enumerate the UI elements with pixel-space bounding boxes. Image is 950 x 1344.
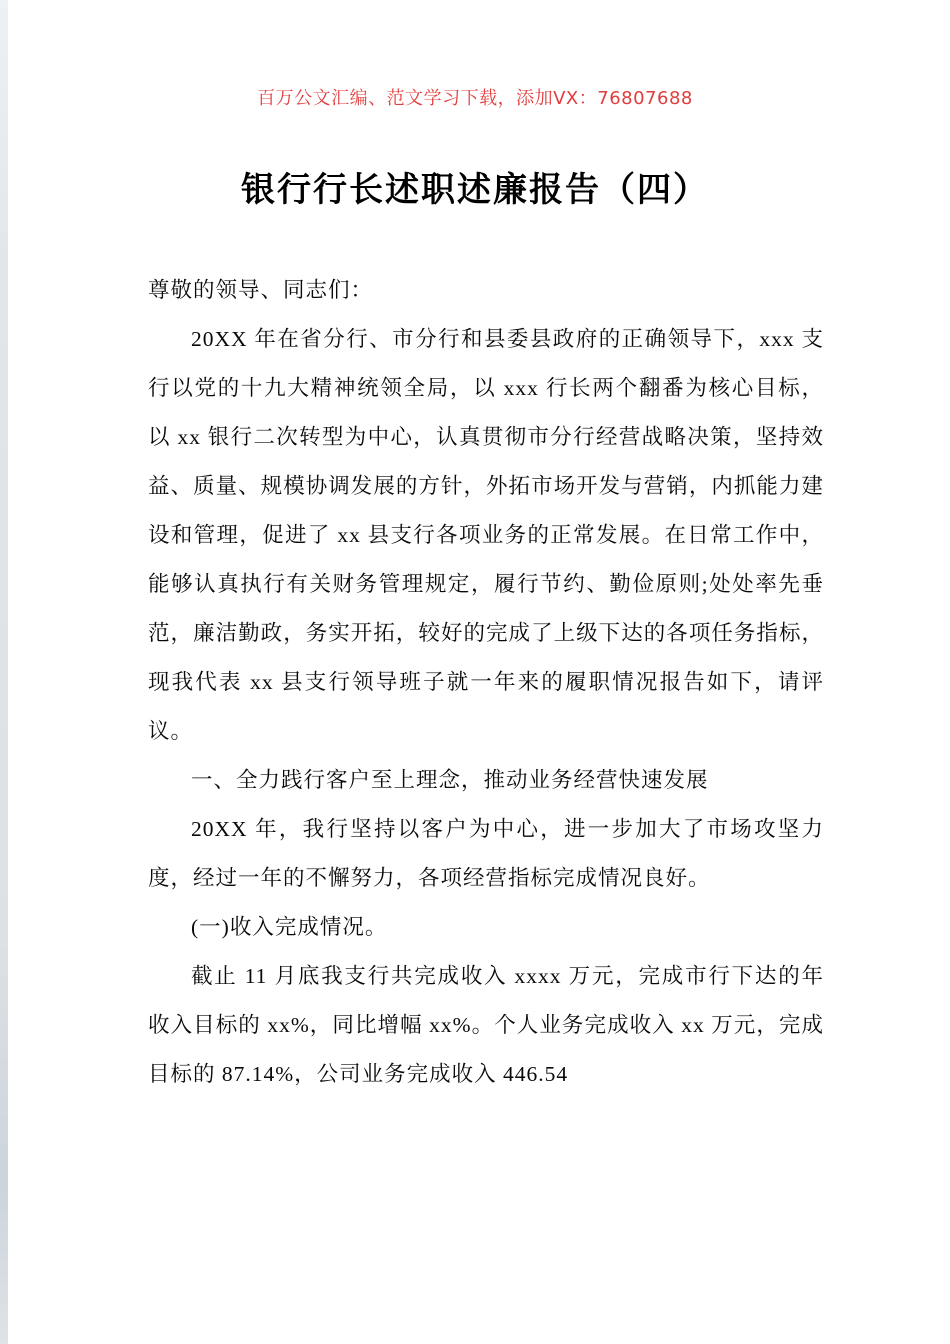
paragraph-intro: 20XX 年在省分行、市分行和县委县政府的正确领导下，xxx 支行以党的十九大精神统领全局，以 xxx 行长两个翻番为核心目标，以 xx 银行二次转型为中心，认真贯彻市分行经营战略决策，坚持效益、质量、规模协调发展的方针，外拓市场开发与营销，内抓能力建设和管理，促进了 xx 县支行各项业务的正常发展。在日常工作中，能够认真执行有关财务管理规定，履行节约、勤俭原则;处处率先垂范，廉洁勤政，务实开拓，较好的完成了上级下达的各项任务指标，现我代表 xx 县支行领导班子就一年来的履职情况报告如下，请评议。 (148, 327, 824, 743)
watermark-text: 百万公文汇编、范文学习下载，添加VX：76807688 (257, 88, 693, 109)
subsection-heading-income: (一)收入完成情况。 (191, 915, 388, 939)
paragraph-section-1-intro: 20XX 年，我行坚持以客户为中心，进一步加大了市场攻坚力度，经过一年的不懈努力，各项经营指标完成情况良好。 (148, 817, 824, 890)
paragraph-salutation: 尊敬的领导、同志们： (148, 278, 374, 302)
document-body (148, 266, 824, 1099)
section-heading-1: 一、全力践行客户至上理念，推动业务经营快速发展 (191, 768, 709, 792)
paragraph-income-details: 截止 11 月底我支行共完成收入 xxxx 万元，完成市行下达的年收入目标的 xx%，同比增幅 xx%。个人业务完成收入 xx 万元，完成目标的 87.14%，公司业务完成收入 446.54 (148, 964, 824, 1086)
document-title: 银行行长述职述廉报告（四） (241, 170, 709, 210)
